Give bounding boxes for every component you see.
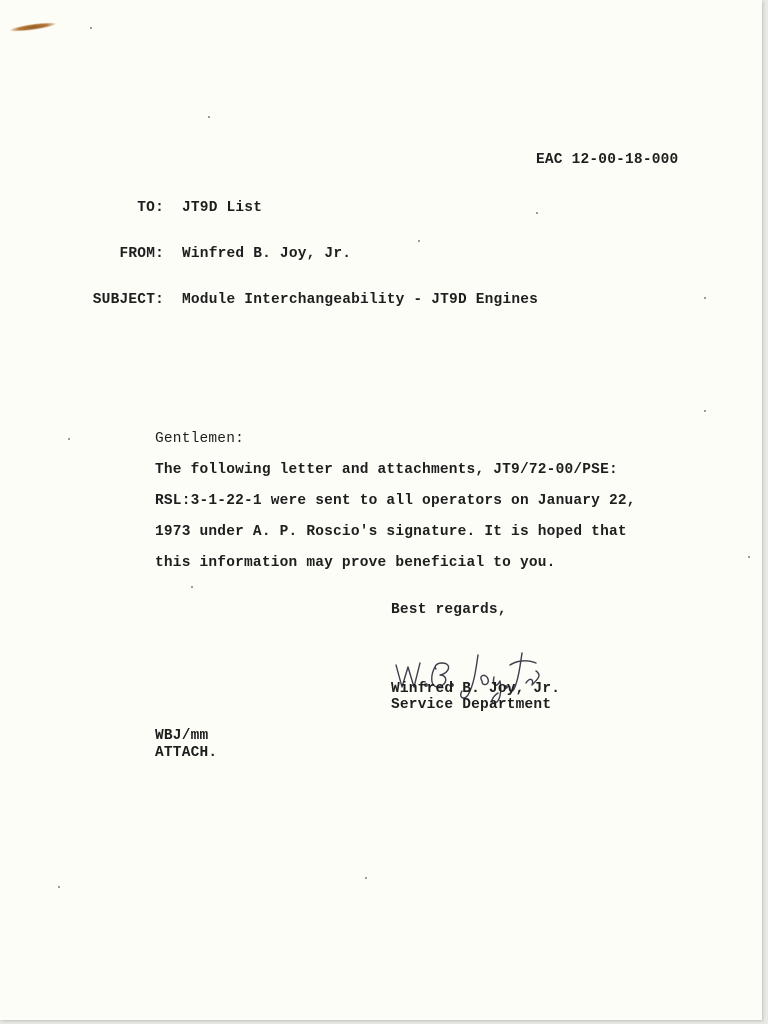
paper-speck xyxy=(90,27,92,29)
salutation: Gentlemen: xyxy=(155,431,245,447)
body-line-3: 1973 under A. P. Roscio's signature. It is hoped that xyxy=(155,524,627,540)
ink-smudge xyxy=(10,21,56,33)
reference-number: EAC 12-00-18-000 xyxy=(536,152,679,168)
subject-label: SUBJECT: xyxy=(92,292,164,308)
closing: Best regards, xyxy=(391,602,507,618)
subject-row xyxy=(0,292,700,312)
body-line-1: The following letter and attachments, JT9/72-00/PSE: xyxy=(155,462,618,478)
to-row xyxy=(0,200,700,220)
paper-speck xyxy=(58,886,60,888)
paper-speck xyxy=(68,438,70,440)
subject-value: Module Interchangeability - JT9D Engines xyxy=(182,292,539,308)
paper-speck xyxy=(748,556,750,558)
paper-speck xyxy=(704,297,706,299)
paper-speck xyxy=(704,410,706,412)
from-label: FROM: xyxy=(119,246,164,262)
typist-initials: WBJ/mm xyxy=(155,728,209,744)
paper-speck xyxy=(191,586,193,588)
from-row xyxy=(0,246,700,266)
paper-speck xyxy=(536,212,538,214)
to-value: JT9D List xyxy=(182,200,263,216)
signer-department: Service Department xyxy=(391,697,552,713)
body-line-4: this information may prove beneficial to you. xyxy=(155,555,556,571)
body-line-2: RSL:3-1-22-1 were sent to all operators on January 22, xyxy=(155,493,636,509)
paper-speck xyxy=(365,877,367,879)
from-value: Winfred B. Joy, Jr. xyxy=(182,246,352,262)
paper-speck xyxy=(418,240,420,242)
attachment-note: ATTACH. xyxy=(155,745,218,761)
paper-speck xyxy=(208,116,210,118)
signer-name: Winfred B. Joy, Jr. xyxy=(391,681,561,697)
to-label: TO: xyxy=(137,200,164,216)
